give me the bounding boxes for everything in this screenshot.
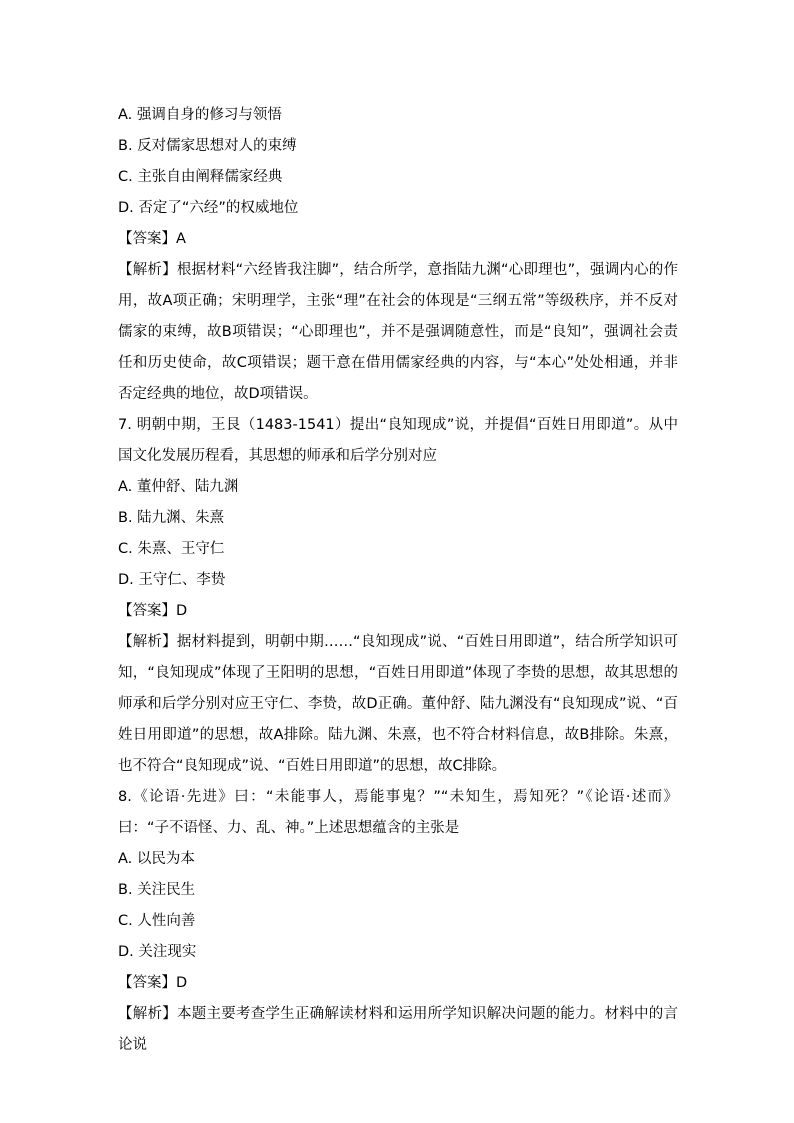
option-a: A. 董仲舒、陆九渊 [118, 479, 239, 495]
option-d: D. 关注现实 [118, 944, 197, 960]
option-b: B. 陆九渊、朱熹 [118, 510, 225, 526]
option-c: C. 人性向善 [118, 913, 196, 929]
question-stem: 7. 明朝中期，王艮（1483-1541）提出“良知现成”说，并提倡“百姓日用即道”。从中国文化发展历程看，其思想的师承和后学分别对应 [118, 417, 678, 464]
analysis-label: 【解析】 [118, 262, 177, 278]
analysis-text: 本题主要考查学生正确解读材料和运用所学知识解决问题的能力。材料中的言论说 [118, 1006, 679, 1053]
option-b: B. 关注民生 [118, 882, 196, 898]
option-c: C. 主张自由阐释儒家经典 [118, 169, 283, 185]
question-stem: 8.《论语·先进》曰：“未能事人，焉能事鬼？”“未知生，焉知死？”《论语·述而》曰：“子不语怪、力、乱、神。”上述思想蕴含的主张是 [118, 789, 678, 836]
answer-label: 【答案】 [118, 603, 176, 619]
answer-value: D [176, 603, 188, 619]
analysis-label: 【解析】 [118, 1006, 177, 1022]
answer-value: D [176, 975, 188, 991]
option-a: A. 强调自身的修习与领悟 [118, 107, 282, 123]
answer-line [118, 224, 678, 255]
analysis-paragraph [118, 255, 678, 410]
question-8-section [118, 782, 678, 1061]
question-6-section [118, 100, 678, 410]
document-page [118, 100, 678, 1061]
analysis-label: 【解析】 [118, 634, 177, 650]
analysis-paragraph [118, 999, 678, 1061]
option-b: B. 反对儒家思想对人的束缚 [118, 138, 297, 154]
answer-value: A [176, 231, 186, 247]
option-c: C. 朱熹、王守仁 [118, 541, 225, 557]
option-d: D. 王守仁、李贽 [118, 572, 226, 588]
analysis-paragraph [118, 627, 678, 782]
option-d: D. 否定了“六经”的权威地位 [118, 200, 299, 216]
analysis-text: 据材料提到，明朝中期……“良知现成”说、“百姓日用即道”，结合所学知识可知，“良知现成”体现了王阳明的思想，“百姓日用即道”体现了李贽的思想，故其思想的师承和后学分别对应王守仁、李贽，故D正确。董仲舒、陆九渊没有“良知现成”说、“百姓日用即道”的思想，故A排除。陆九渊、朱熹，也不符合材料信息，故B排除。朱熹，也不符合“良知现成”说、“百姓日用即道”的思想，故C排除。 [118, 634, 678, 774]
option-a: A. 以民为本 [118, 851, 195, 867]
answer-label: 【答案】 [118, 975, 176, 991]
answer-line [118, 596, 678, 627]
answer-label: 【答案】 [118, 231, 176, 247]
question-7-section [118, 410, 678, 782]
answer-line [118, 968, 678, 999]
analysis-text: 根据材料“六经皆我注脚”，结合所学，意指陆九渊“心即理也”，强调内心的作用，故A项正确；宋明理学，主张“理”在社会的体现是“三纲五常”等级秩序，并不反对儒家的束缚，故B项错误；“心即理也”，并不是强调随意性，而是“良知”，强调社会责任和历史使命，故C项错误；题干意在借用儒家经典的内容，与“本心”处处相通，并非否定经典的地位，故D项错误。 [118, 262, 679, 402]
